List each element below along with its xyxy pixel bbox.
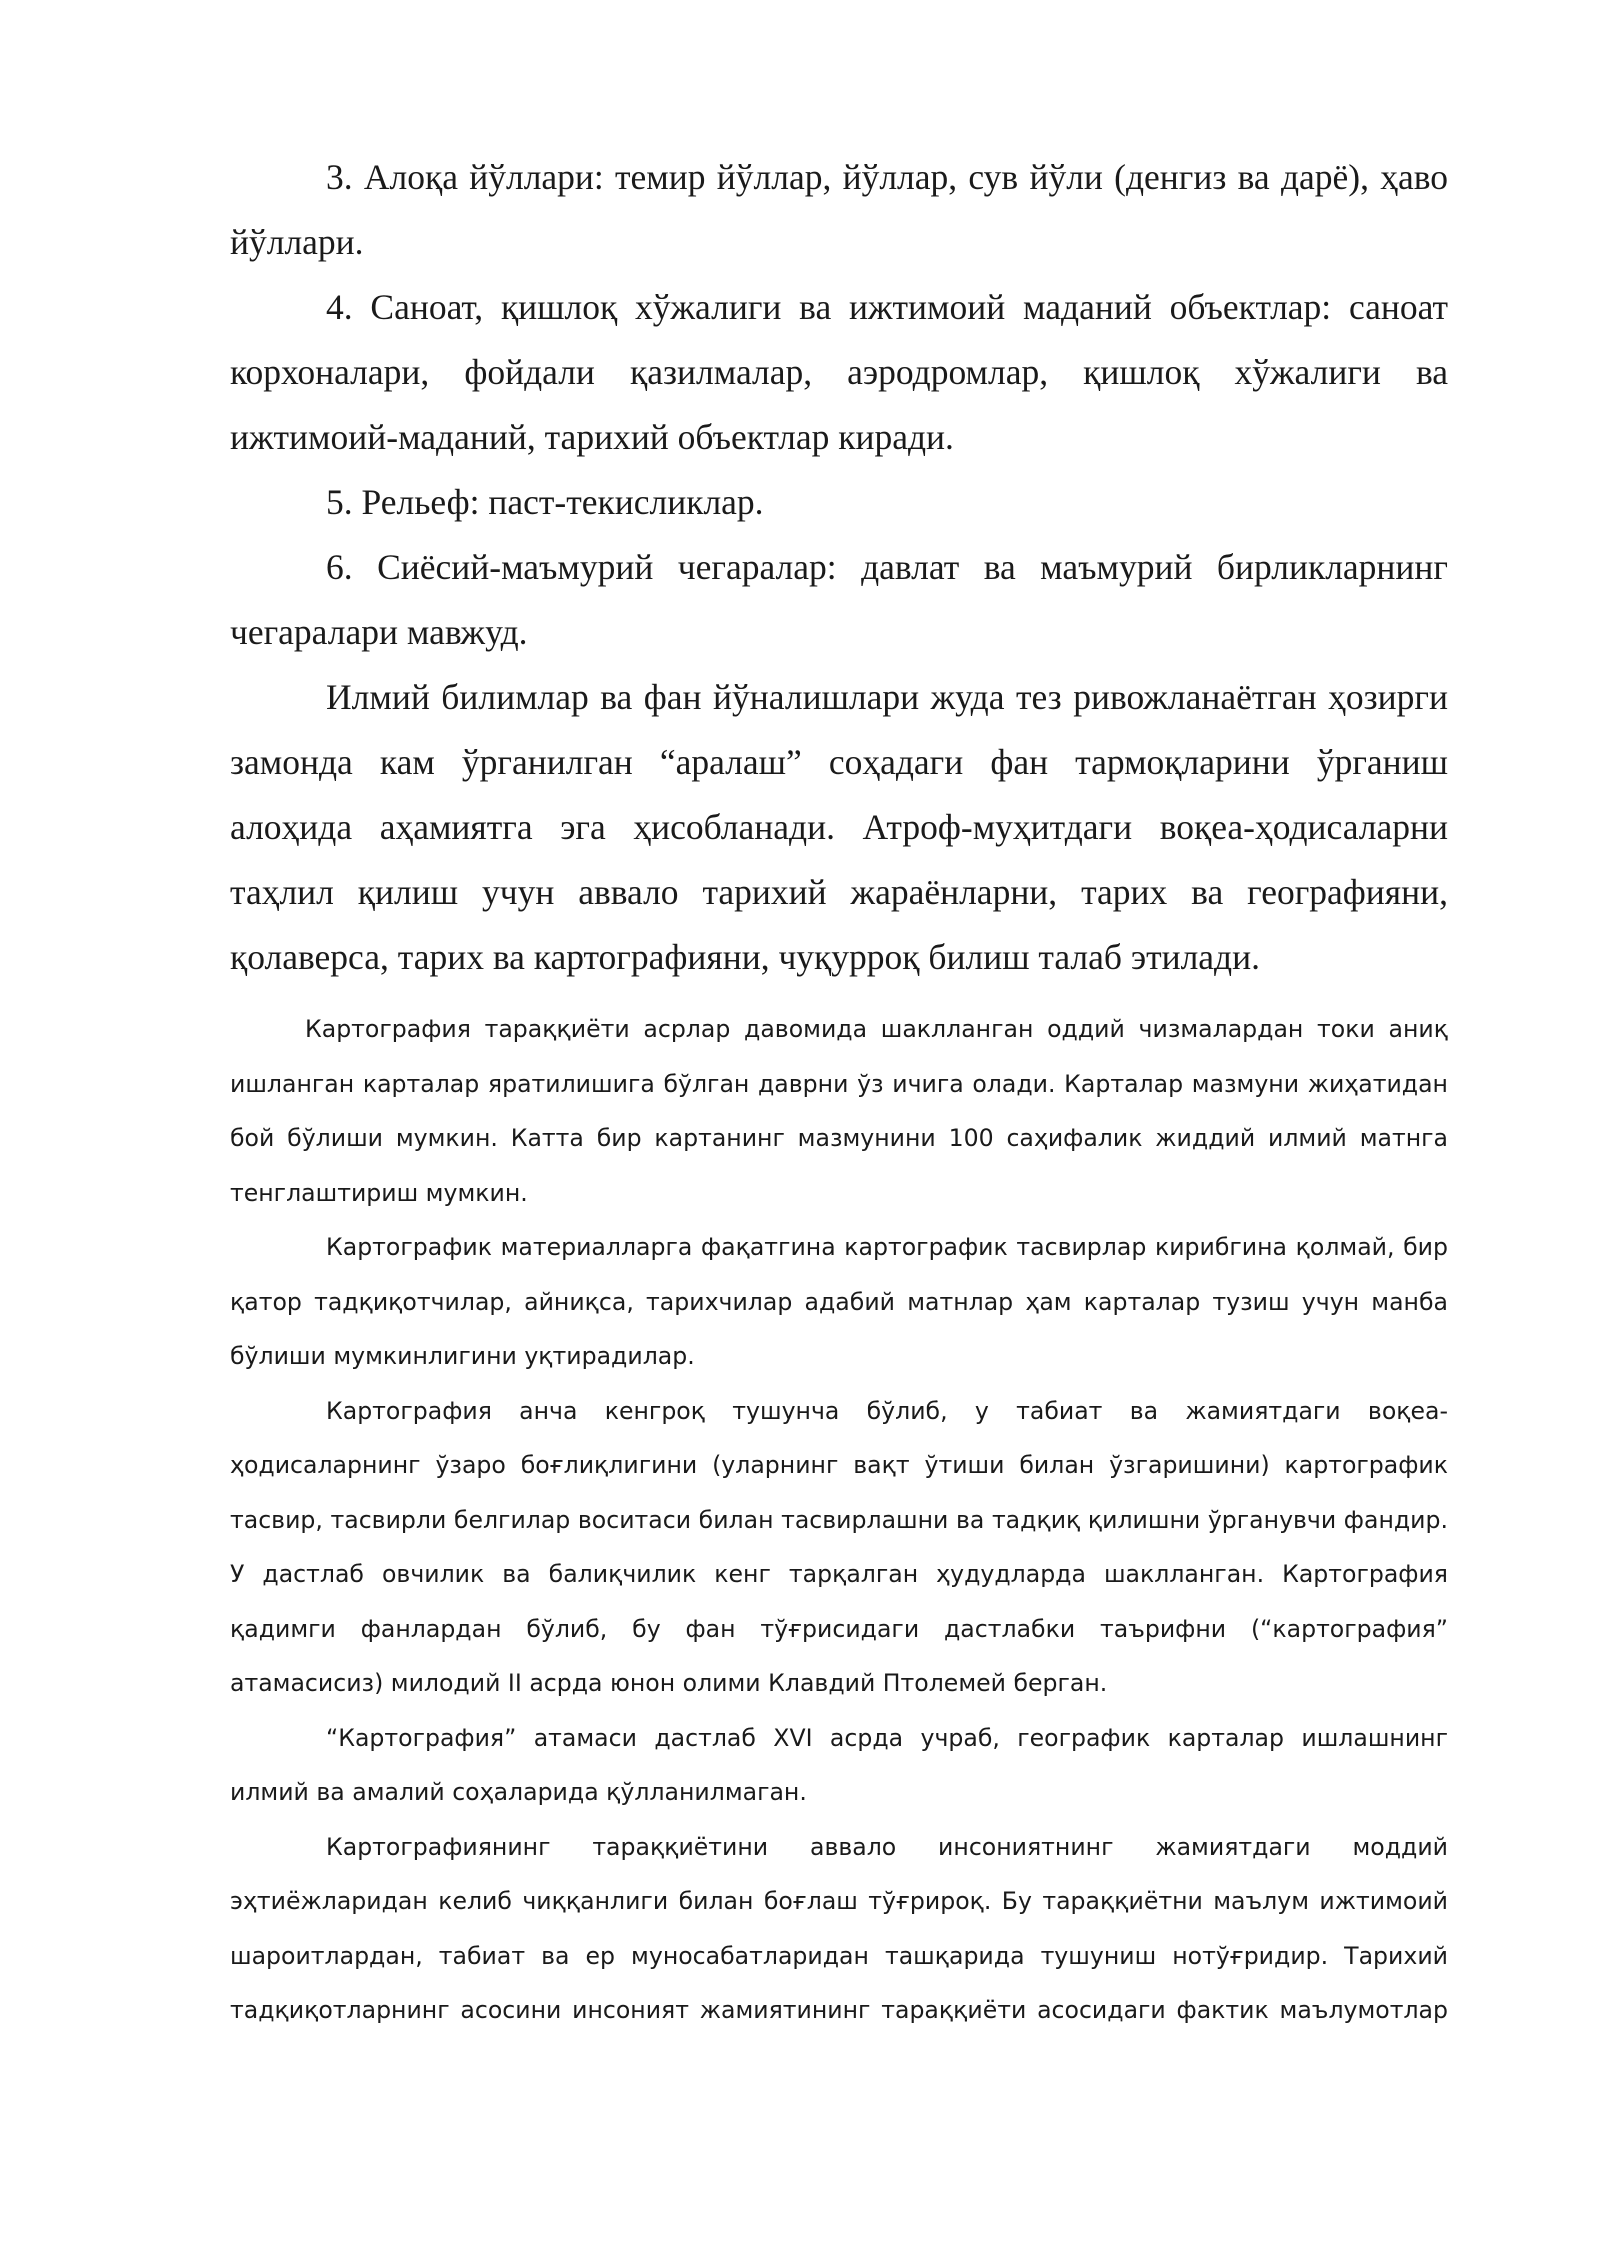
paragraph-cartography-development: Картография тараққиёти асрлар давомида шаклланган оддий чизмалардан токи аниқ ишланган карталар яратилишига бўлган даврни ўз ичига олади. Карталар мазмуни жиҳатидан бой бўлиши мумкин. Катта бир картанинг мазмунини 100 саҳифалик жиддий илмий матнга тенглаштириш мумкин. bbox=[230, 1015, 1448, 1207]
paragraph-cartographic-materials: Картографик материалларга фақатгина картографик тасвирлар кирибгина қолмай, бир қатор тадқиқотчилар, айниқса, тарихчилар адабий матнлар ҳам карталар тузиш учун манба бўлиши мумкинлигини уқтирадилар. bbox=[230, 1233, 1448, 1370]
paragraph-scientific-knowledge: Илмий билимлар ва фан йўналишлари жуда тез ривожланаётган ҳозирги замонда кам ўрганилган “аралаш” соҳадаги фан тармоқларини ўрганиш алоҳида аҳамиятга эга ҳисобланади. Атроф-муҳитдаги воқеа-ҳодисаларни таҳлил қилиш учун аввало тарихий жараёнларни, тарих ва географияни, қолаверса, тарих ва картографияни, чуқурроқ билиш талаб этилади. bbox=[230, 677, 1448, 977]
sans-text-section bbox=[230, 1002, 1448, 2038]
paragraph-communication-routes: 3. Алоқа йўллари: темир йўллар, йўллар, сув йўли (денгиз ва дарё), ҳаво йўллари. bbox=[230, 157, 1448, 262]
paragraph-industry-objects: 4. Саноат, қишлоқ хўжалиги ва ижтимоий маданий объектлар: саноат корхоналари, фойдали қазилмалар, аэродромлар, қишлоқ хўжалиги ва ижтимоий-маданий, тарихий объектлар киради. bbox=[230, 287, 1448, 457]
paragraph-relief: 5. Рельеф: паст-текисликлар. bbox=[326, 482, 764, 522]
paragraph-cartography-progress: Картографиянинг тараққиётини аввало инсониятнинг жамиятдаги моддий эҳтиёжларидан келиб чиққанлиги билан боғлаш тўғрироқ. Бу тараққиётни маълум ижтимоий шароитлардан, табиат ва ер муносабатларидан ташқарида тушуниш нотўғридир. Тарихий тадқиқотларнинг асосини инсоният жамиятининг тараққиёти асосидаги фактик маълумотлар bbox=[230, 1832, 1448, 2024]
serif-text-section bbox=[230, 145, 1448, 990]
paragraph-borders: 6. Сиёсий-маъмурий чегаралар: давлат ва маъмурий бирликларнинг чегаралари мавжуд. bbox=[230, 547, 1448, 652]
paragraph-cartography-term: “Картография” атамаси дастлаб XVI асрда учраб, географик карталар ишлашнинг илмий ва амалий соҳаларида қўлланилмаган. bbox=[230, 1723, 1448, 1806]
document-page bbox=[230, 145, 1448, 2038]
paragraph-cartography-definition: Картография анча кенгроқ тушунча бўлиб, у табиат ва жамиятдаги воқеа-ҳодисаларнинг ўзаро боғлиқлигини (уларнинг вақт ўтиши билан ўзгаришини) картографик тасвир, тасвирли белгилар воситаси билан тасвирлашни ва тадқиқ қилишни ўрганувчи фандир. У дастлаб овчилик ва балиқчилик кенг тарқалган ҳудудларда шаклланган. Картография қадимги фанлардан бўлиб, бу фан тўғрисидаги дастлабки таърифни (“картография” атамасисиз) милодий II асрда юнон олими Клавдий Птолемей берган. bbox=[230, 1396, 1448, 1697]
